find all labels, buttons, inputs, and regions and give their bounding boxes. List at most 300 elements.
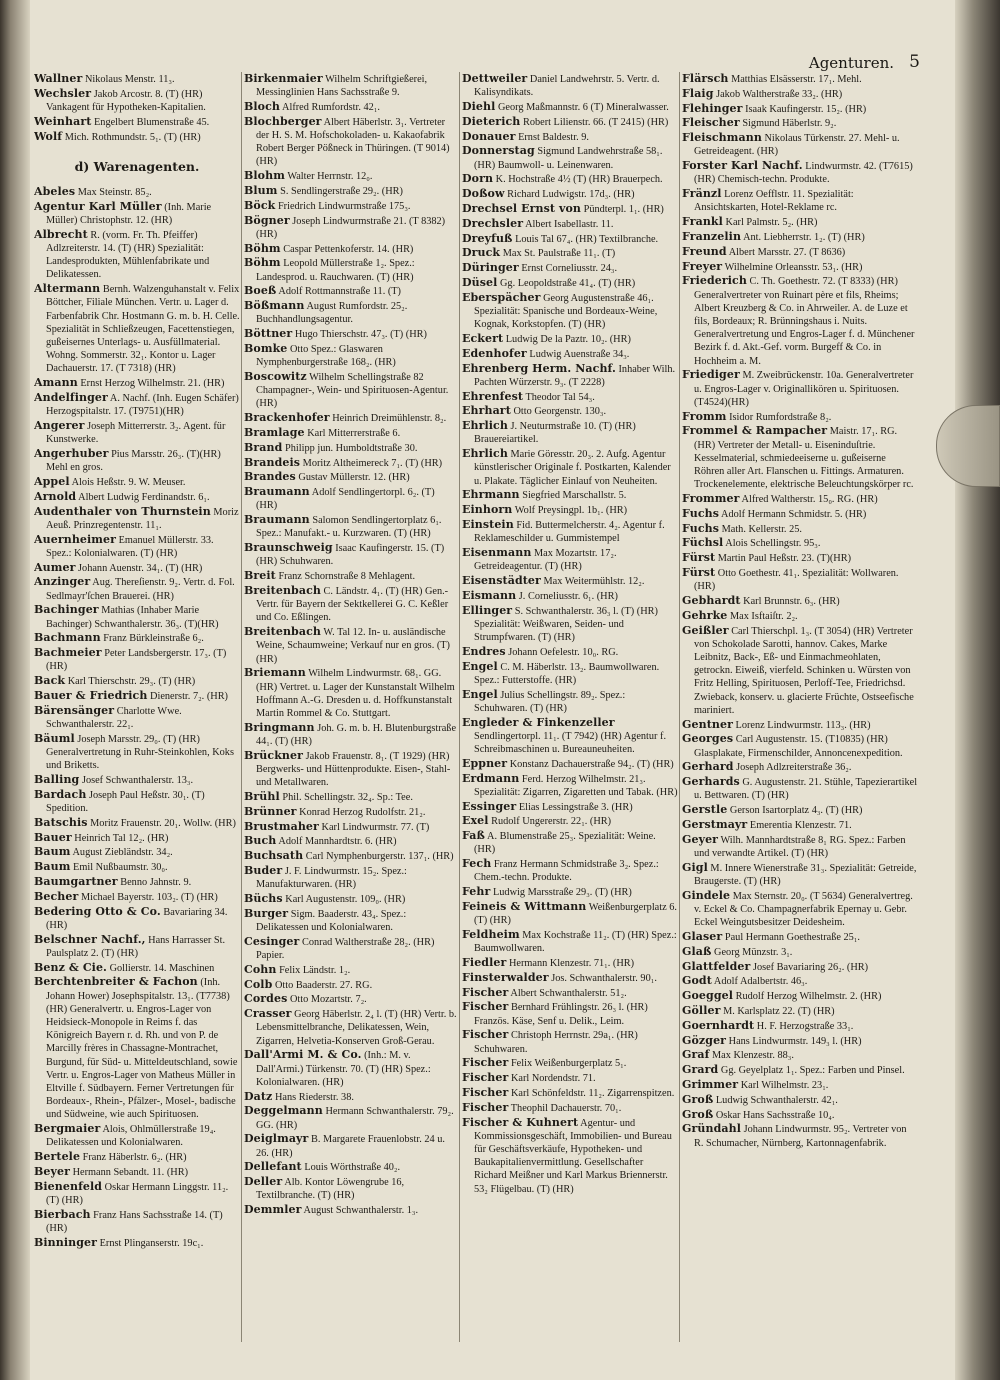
entry-details: Wilhelm Lindwurmstr. 68₁. GG. (HR) Vertret. u. Lager der Kunstanstalt Wilhelm Hoffmann A.-G. Dresden u. d. Hoffkunstanstalt Martin Rommel & Co. Stuttgart. [256,668,455,719]
directory-entry [682,507,918,521]
entry-details: Georg Maßmannstr. 6 (T) Mineralwasser. [497,102,669,113]
entry-details: Felix Weißenburgerplatz 5₁. [510,1058,627,1070]
directory-entry [34,875,240,889]
directory-entry [462,332,678,346]
entry-details: Isaac Kaufingerstr. 15. (T) (HR) Schuhwaren. [256,543,445,568]
entry-name: Back [34,674,66,688]
directory-entry [682,536,918,550]
entry-details: August Schwanthalerstr. 1₃. [303,1205,419,1217]
directory-entry [244,569,458,583]
entry-name: Grimmer [682,1077,739,1091]
entry-details: Daniel Landwehrstr. 5. Vertr. d. Kalisyndikats. [474,74,660,99]
entry-details: Gerson Isartorplatz 4₃. (T) (HR) [729,805,863,817]
entry-name: Bärensänger [34,703,115,717]
directory-entry [682,522,918,536]
directory-entry [682,102,918,116]
entry-name: Bößmann [244,299,305,313]
directory-entry [462,716,678,757]
entry-name: Deggelmann [244,1104,323,1118]
entry-name: Fleischmann [682,131,762,145]
directory-entry [462,1086,678,1100]
directory-entry [462,645,678,659]
entry-details: Ludwig Marsstraße 29₃. (T) (HR) [492,887,632,899]
directory-entry [244,907,458,934]
entry-details: Max Kochstraße 11₂. (T) (HR) Spez.: Baumwollwaren. [474,929,677,955]
directory-entry [462,276,678,290]
entry-details: S. Schwanthalerstr. 36₃ l. (T) (HR) Spezialität: Weißwaren, Seiden- und Strumpfwaren. (T) (HR) [474,605,658,643]
directory-entry [462,971,678,985]
entry-name: Fürst [682,551,716,565]
entry-name: Düsel [462,275,498,289]
entry-details: H. F. Herzogstraße 33₁. [756,1020,854,1032]
entry-name: Graf [682,1048,710,1062]
entry-name: Albrecht [34,227,88,241]
entry-details: Emanuel Müllerstr. 33. Spez.: Kolonialwaren. (T) (HR) [46,534,214,559]
entry-details: Gg. Geyelplatz 1₁. Spez.: Farben und Pinsel. [720,1065,905,1077]
directory-entry [682,594,918,608]
entry-name: Gigl [682,860,708,874]
directory-entry [682,566,918,593]
directory-entry [682,718,918,732]
entry-name: Bachinger [34,603,99,617]
directory-entry [34,689,240,703]
directory-entry [34,1208,240,1235]
directory-entry [682,818,918,832]
entry-details: Konrad Herzog Rudolfstr. 21₂. [299,806,426,818]
directory-entry [682,368,918,409]
entry-details: B. Margarete Frauenlobstr. 24 u. 26. (HR) [256,1134,445,1159]
entry-details: Leopold Müllerstraße 1₂. Spez.: Landesprod. u. Rauchwaren. (T) (HR) [256,258,415,283]
entry-details: Paul Hermann Goethestraße 25₁. [724,931,860,943]
entry-details: Bernh. Walzenguhanstalt v. Felix Böttcher, Filiale München. Vertr. u. Lager d. Farbenfabrik Chr. Hostmann G. m. b. H. Celle. Spezialität in Schließzeugen, Facettenstiegen, gußeisernes Unterlags- u. Ausfüllmaterial. Wohng. Sommerstr. 32₁. Kontor u. Lager Dachauerstr. 17. (T 7318) (HR) [46,284,240,375]
directory-entry [682,159,918,186]
column-divider [241,72,242,1342]
entry-details: Albert Ludwig Ferdinandstr. 6₁. [78,491,210,503]
entry-details: Nikolaus Menstr. 11₃. [84,74,175,85]
directory-entry [244,834,458,848]
entry-details: Ludwig Schwanthalerstr. 42₁. [715,1094,838,1106]
directory-entry [682,1034,918,1048]
directory-column-4 [682,72,918,1342]
directory-entry [34,533,240,560]
entry-name: Bögner [244,213,290,227]
entry-name: Blum [244,184,278,197]
entry-details: Lindwurmstr. 42. (T7615) (HR) Chemisch-techn. Produkte. [694,161,913,186]
entry-name: Deller [244,1175,283,1189]
entry-name: Belschner Nachf., [34,932,146,946]
entry-details: A. Blumenstraße 25₃. Spezialität: Weine. (HR) [474,831,656,856]
directory-entry [462,589,678,603]
entry-name: Bachmeier [34,646,102,660]
entry-details: M. Karlsplatz 22. (T) (HR) [723,1005,835,1017]
entry-name: Buder [244,863,283,877]
entry-name: Boeß [244,284,277,298]
entry-name: Georges [682,732,734,746]
entry-name: Ehrlich [462,447,508,461]
entry-details: Salomon Sendlingertorplatz 6₁. Spez.: Manufakt.- u. Kurzwaren. (T) (HR) [256,515,442,540]
entry-details: Georg Augustenstraße 46₁. Spezialität: Spanische und Bordeaux-Weine, Kognak, Korkstopfen. (T) (HR) [474,292,658,331]
page-header-title: Agenturen. [808,54,894,72]
entry-details: Ludwig Auenstraße 34₃. [529,348,630,360]
entry-name: Fischer [462,1071,509,1085]
directory-entry [244,721,458,748]
directory-entry [244,1104,458,1131]
entry-name: Groß [682,1092,714,1106]
entry-details: Isidor Rumfordstraße 8₂. [729,411,832,423]
page-stack-edge [955,0,1000,1380]
entry-details: Karl Augustenstr. 109₀. (HR) [285,893,406,905]
entry-details: Franz Schornstraße 8 Mehlagent. [278,571,416,583]
entry-details: Sendlingertorpl. 11₁. (T 7942) (HR) Agentur f. Schreibmaschinen u. Bureauneuheiten. [474,730,667,755]
directory-entry [462,1071,678,1085]
entry-name: Gerhards [682,775,740,789]
directory-entry [462,100,678,114]
entry-name: Bardach [34,787,87,801]
entry-name: Gözger [682,1033,727,1047]
entry-details: Rudolf Ungererstr. 22₁. (HR) [491,816,612,828]
directory-entry [682,974,918,988]
entry-name: Bramlage [244,425,305,439]
entry-name: Benz & Cie. [34,960,107,974]
entry-details: Wolf Preysingpl. 1b₁. (HR) [514,505,628,517]
directory-entry [244,963,458,977]
entry-details: Karl Thierschstr. 29₃. (T) (HR) [67,676,196,688]
entry-name: Dreyfuß [462,231,513,245]
directory-entry [682,1019,918,1033]
directory-entry [682,260,918,274]
directory-entry [34,575,240,602]
entry-name: Appel [34,475,70,489]
directory-entry [462,574,678,588]
entry-details: Peter Landsbergerstr. 17₃. (T)(HR) [46,648,227,673]
directory-entry [682,424,918,491]
entry-name: Fränzl [682,187,722,201]
entry-details: August Rumfordstr. 25₂. Buchhandlungsagentur. [256,301,408,326]
directory-entry [682,624,918,717]
entry-name: Angerhuber [34,447,109,461]
entry-details: Ernst Plinganserstr. 19c₁. [99,1237,204,1249]
column-divider [679,72,680,1342]
directory-entry [682,803,918,817]
entry-details: Jakob Frauenstr. 8₁. (T 1929) (HR) Bergwerks- und Hüttenprodukte. Eisen-, Stahl- und Metallwaren. [256,750,451,789]
directory-entry [682,551,918,565]
entry-details: Josef Bavariaring 26₂. (HR) [752,961,869,973]
entry-details: Joseph Mitterrerstr. 3₂. Agent. für Kunstwerke. [46,421,226,446]
entry-name: Eisenmann [462,545,532,559]
directory-entry [462,261,678,275]
directory-entry [34,1180,240,1207]
entry-name: Boscowitz [244,369,307,383]
directory-entry [244,805,458,819]
directory-entry [682,492,918,506]
entry-details: C. Ländstr. 4₁. (T) (HR) Gen.-Vertr. für Bayern der Sektkellerei G. C. Keßler und Co. Eßlingen. [256,585,449,624]
directory-entry [682,930,918,944]
directory-entry [244,513,458,540]
directory-entry [34,376,240,390]
entry-name: Wallner [34,72,83,85]
directory-entry [462,187,678,201]
entry-details: Siegfried Marschallstr. 5. [522,490,627,502]
directory-entry [244,1007,458,1048]
directory-entry [34,447,240,474]
entry-details: Georg Münzstr. 3₁. [714,946,793,958]
entry-details: Hermann Klenzestr. 71₁. (HR) [508,957,635,969]
directory-entry [462,814,678,828]
entry-name: Dellefant [244,1160,302,1174]
entry-details: Albert Isabellastr. 11. [525,218,614,230]
entry-details: Alfred Waltherstr. 15₀. RG. (HR) [741,494,878,505]
page-header [760,54,920,74]
directory-entry [244,411,458,425]
directory-entry [682,989,918,1003]
entry-details: J. Neuturmstraße 10. (T) (HR) Brauereiartikel. [474,421,636,446]
entry-name: Diehl [462,100,496,113]
entry-details: Albert Häberlstr. 3₁. Vertreter der H. S. M. Hofschokoladen- u. Kakaofabrik Robert Berger Pößneck in Thüringen. (T 9014) (HR) [256,116,450,168]
entry-name: Aumer [34,560,76,574]
directory-entry [244,342,458,369]
directory-entry [682,87,918,101]
entry-name: Düringer [462,261,519,275]
entry-details: Moriz Aeuß. Prinzregentenstr. 11₁. [46,506,239,531]
entry-details: Theodor Tal 54₃. [525,391,595,403]
directory-entry [34,228,240,282]
entry-details: Max Sternstr. 20₀. (T 5634) Generalvertreg. v. Eckel & Co. Champagnerfabrik Epernay u. Gebr. Eckel Weingutsbesitzer Deidesheim. [694,890,913,929]
entry-name: Cordes [244,992,288,1006]
entry-name: Audenthaler von Thurnstein [34,504,211,518]
entry-name: Ehrlich [462,419,508,433]
entry-name: Böhm [244,256,281,270]
directory-entry [682,1004,918,1018]
entry-name: Fischer [462,1000,509,1014]
entry-details: Max Klenzestr. 88₃. [712,1050,794,1062]
entry-name: Deiglmayr [244,1132,309,1146]
directory-entry [682,889,918,930]
directory-column-1 [34,72,240,1342]
entry-name: Gentner [682,717,733,731]
directory-entry [682,187,918,214]
directory-entry [244,1160,458,1174]
directory-entry [682,230,918,244]
entry-details: August Ziebländstr. 34₂. [72,847,173,859]
entry-details: (Inh. Marie Müller) Christophstr. 12. (HR) [46,201,212,226]
entry-name: Birkenmaier [244,72,323,85]
entry-details: Alois Schellingstr. 95₃. [725,538,821,550]
entry-name: Breitenbach [244,583,321,597]
entry-details: Max Mozartstr. 17₂. Getreideagentur. (T) (HR) [474,547,617,573]
entry-details: Ludwig De la Paztr. 10₂. (HR) [505,333,631,345]
entry-details: Albert Schwanthalerstr. 51₂. [510,987,627,999]
entry-name: Baum [34,860,71,874]
directory-entry [34,115,240,129]
directory-entry [462,928,678,955]
entry-details: Pündterpl. 1₁. (HR) [583,203,664,215]
entry-name: Baum [34,845,71,859]
entry-details: Hans Riederstr. 38. [274,1091,354,1103]
directory-entry [244,584,458,625]
entry-details: Joseph Marsstr. 29₀. (T) (HR) Generalvertretung in Ruhr-Steinkohlen, Koks und Briketts. [46,733,234,772]
directory-entry [34,1165,240,1179]
entry-details: Carl Augustenstr. 15. (T10835) (HR) Glasplakate, Firmenschilder, Annoncenexpedition. [694,734,903,759]
entry-name: Brandes [244,470,296,484]
directory-entry [462,404,678,418]
entry-name: Dettweiler [462,72,528,85]
directory-entry [34,72,240,86]
entry-name: Agentur Karl Müller [34,199,162,213]
entry-name: Fech [462,857,492,871]
entry-details: Carl Nymphenburgerstr. 137₁. (HR) [305,851,454,863]
directory-entry [462,115,678,129]
entry-name: Exel [462,814,489,828]
directory-entry [682,245,918,259]
entry-name: Flaig [682,86,714,100]
entry-details: S. Sendlingerstraße 29₂. (HR) [280,186,403,197]
entry-name: Gebhardt [682,593,741,607]
entry-details: Heinrich Dreimühlenstr. 8₂. [332,413,447,425]
entry-name: Ehrmann [462,488,520,502]
entry-details: Jakob Arcostr. 8. (T) (HR) Vankagent für Hypotheken-Kapitalien. [46,88,206,113]
directory-entry [462,986,678,1000]
entry-name: Eisenstädter [462,573,541,587]
entry-name: Bomke [244,341,288,355]
entry-details: Joseph Adlzreiterstraße 36₂. [736,762,852,774]
entry-details: Michael Bayerstr. 103₂. (T) (HR) [80,891,218,903]
entry-details: Christoph Herrnstr. 29a₁. (HR) Schuhwaren. [474,1030,638,1055]
entry-name: Eismann [462,588,517,602]
entry-name: Engel [462,659,498,673]
directory-entry [682,760,918,774]
directory-entry [462,217,678,231]
entry-name: Fiedler [462,955,507,969]
directory-entry [462,757,678,771]
directory-entry [682,131,918,158]
entry-name: Gerhard [682,760,734,774]
directory-entry [244,426,458,440]
directory-entry [462,688,678,715]
directory-entry [34,130,240,144]
entry-name: Bedering Otto & Co. [34,904,161,918]
directory-entry [244,849,458,863]
directory-entry [682,1122,918,1149]
directory-entry [34,561,240,575]
directory-entry [244,1132,458,1159]
entry-details: Otto Spez.: Glaswaren Nymphenburgerstraße 168₂. (HR) [256,343,396,369]
directory-column-3 [462,72,678,1342]
directory-entry [34,704,240,731]
entry-details: Joseph Paul Heßstr. 30₁. (T) Spedition. [46,789,205,814]
entry-details: Sigmund Häberlstr. 9₂. [742,118,837,130]
entry-name: Franzelin [682,229,742,243]
entry-name: Batschis [34,815,88,829]
entry-details: Isaak Kaufingerstr. 15₂. (HR) [745,103,867,115]
entry-name: Druck [462,246,501,260]
directory-entry [244,284,458,298]
entry-name: Beyer [34,1165,70,1178]
entry-name: Auernheimer [34,532,117,546]
directory-entry [34,732,240,773]
entry-details: Bernhard Frühlingstr. 26₃ l. (HR) Französ. Käse, Senf u. Delik., Leim. [474,1002,648,1027]
entry-details: Max St. Paulstraße 11₁. (T) [502,248,616,260]
entry-name: Ellinger [462,603,513,617]
entry-name: Demmler [244,1203,302,1217]
entry-details: Franz Bürkleinstraße 6₂. [103,633,204,645]
entry-details: Caspar Pettenkoferstr. 14. (HR) [283,243,414,255]
directory-entry [34,603,240,630]
entry-name: Feineis & Wittmann [462,899,587,913]
entry-details: M. Innere Wienerstraße 31₃. Spezialität: Getreide, Braugerste. (T) (HR) [694,862,917,887]
entry-details: Fid. Buttermelcherstr. 4₂. Agentur f. Reklameschilder u. Gummistempel [474,519,665,545]
directory-entry [462,1028,678,1055]
entry-name: Breit [244,569,276,583]
entry-name: Godt [682,974,712,988]
entry-name: Böhm [244,241,281,255]
entry-name: Friederich [682,274,747,288]
directory-entry [244,72,458,99]
entry-name: Colb [244,977,273,991]
entry-details: Alois Heßstr. 9. W. Meuser. [71,477,186,489]
directory-entry [462,1000,678,1027]
entry-name: Frankl [682,215,723,229]
directory-entry [34,860,240,874]
entry-name: Fischer [462,1100,509,1114]
entry-name: Doßow [462,187,505,201]
directory-entry [462,1101,678,1115]
entry-details: Richard Ludwigstr. 17d₃. (HR) [507,189,635,201]
entry-details: Karl Brunnstr. 6₃. (HR) [743,595,840,607]
entry-name: Abeles [34,185,76,198]
entry-details: Konstanz Dachauerstraße 94₂. (T) (HR) [509,758,674,770]
entry-details: Robert Lilienstr. 66. (T 2415) (HR) [522,116,669,128]
entry-details: Hans Lindwurmstr. 149₃ l. (HR) [728,1035,862,1047]
entry-details: Franz Häberlstr. 6₂. (HR) [82,1152,187,1164]
entry-details: Joh. G. m. b. H. Blutenburgstraße 44₁. (T) (HR) [256,722,457,747]
entry-details: Max Weitermühlstr. 12₂. [543,575,645,587]
entry-name: Buchsath [244,849,304,863]
entry-name: Einhorn [462,503,513,517]
entry-details: Hugo Thierschstr. 47₃. (T) (HR) [294,329,427,341]
entry-details: Georg Häberlstr. 2₄ l. (T) (HR) Vertr. b. Lebensmittelbranche, Delikatessen, Wein, Zigarren, Helvetia-Konserven Groß-Gerau. [256,1009,457,1047]
entry-name: Ehrhart [462,404,511,418]
entry-name: Berchtenbreiter & Fachon [34,975,198,989]
directory-entry [244,115,458,169]
directory-entry [244,1090,458,1104]
directory-entry [682,215,918,229]
entry-details: Julius Schellingstr. 89₂. Spez.: Schuhwaren. (T) (HR) [474,689,626,714]
entry-name: Brühl [244,789,280,803]
directory-entry [462,518,678,545]
directory-entry [34,200,240,227]
directory-entry [462,604,678,645]
entry-details: Sigm. Baaderstr. 43₄. Spez.: Delikatessen und Kolonialwaren. [256,908,407,933]
entry-name: Amann [34,376,78,390]
entry-details: Theophil Dachauerstr. 70₁. [510,1102,622,1114]
entry-name: Buch [244,834,277,848]
entry-name: Wechsler [34,86,92,100]
entry-details: Ant. Liebherrstr. 1₂. (T) (HR) [743,231,865,243]
entry-name: Donauer [462,129,516,143]
entry-details: W. Tal 12. In- u. ausländische Weine, Schaumweine; Verkauf nur en gros. (T) (HR) [256,627,450,665]
entry-name: Böck [244,198,276,212]
entry-name: Gerstle [682,803,728,817]
entry-name: Braumann [244,513,310,527]
directory-entry [462,488,678,502]
entry-name: Fleischer [682,116,740,130]
entry-name: Geyer [682,832,719,846]
entry-details: R. (vorm. Fr. Th. Pfeiffer) Adlzreiterstr. 14. (T) (HR) Spezialität: Landesprodukten, Mühlenfabrikate und Delikatessen. [46,229,210,281]
directory-entry [34,1122,240,1149]
directory-entry [244,541,458,568]
directory-entry [34,631,240,645]
entry-name: Blohm [244,169,285,183]
